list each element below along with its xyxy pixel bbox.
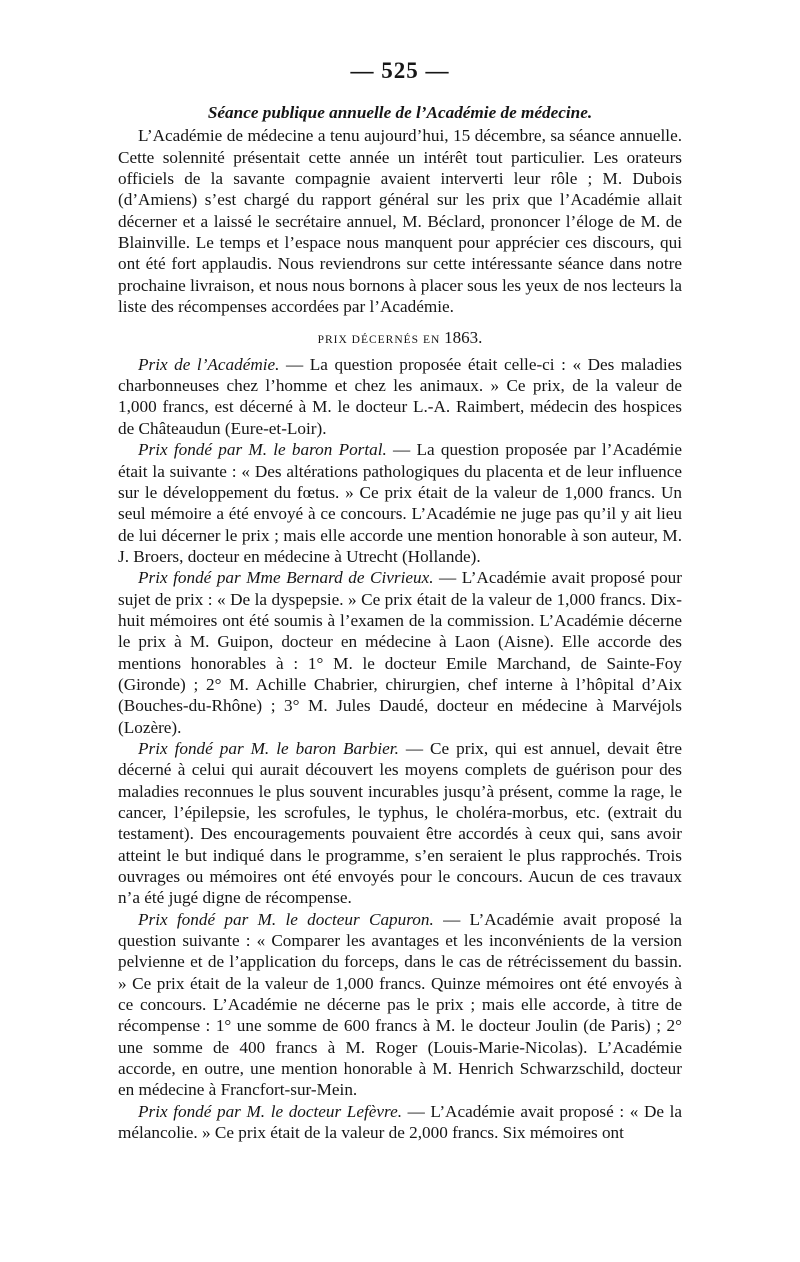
prize-text: — L’Académie avait proposé pour sujet de prix : « De la dyspepsie. » Ce prix était de la valeur de 1,000 francs. Dix-huit mémoires ont été soumis à l’examen de la commission. L’Académie décerne le prix à M. Guipon, docteur en médecine à Laon (Aisne). Elle accorde des mentions honorables à : 1° M. le docteur Emile Marchand, de Sainte-Foy (Gironde) ; 2° M. Achille Chabrier, chirurgien, chef interne à l’hôpital d’Aix (Bouches-du-Rhône) ; 3° M. Jules Daudé, docteur en médecine à Marvéjols (Lozère).	[118, 568, 682, 737]
prize-text: — Ce prix, qui est annuel, devait être décerné à celui qui aurait découvert les moyens complets de guérison pour des maladies reconnues le plus souvent incurables jusqu’à présent, comme la rage, le cancer, l’épilepsie, les scrofules, le typhus, le choléra-morbus, etc. (extrait du testament). Des encouragements pouvaient être accordés à ceux qui, sans avoir atteint le but indiqué dans le programme, s’en seraient le plus rapprochés. Trois ouvrages ou mémoires ont été envoyés pour le concours. Aucun de ces travaux n’a été jugé digne de récompense.	[118, 738, 682, 908]
prize-name: Prix fondé par M. le baron Barbier.	[138, 738, 399, 758]
prize-paragraph	[118, 909, 682, 1101]
prize-text: — L’Académie avait proposé : « De la mélancolie. » Ce prix était de la valeur de 2,000 francs. Six mémoires ont	[118, 1101, 682, 1143]
intro-paragraph: L’Académie de médecine a tenu aujourd’hui, 15 décembre, sa séance annuelle. Cette solennité présentait cette année un intérêt tout particulier. Les orateurs officiels de la savante compagnie avaient interverti leur rôle ; M. Dubois (d’Amiens) s’est chargé du rapport général sur les prix que l’Académie allait décerner et a laissé le secrétaire annuel, M. Béclard, prononcer l’éloge de M. de Blainville. Le temps et l’espace nous manquent pour apprécier ces discours, qui ont été fort applaudis. Nous reviendrons sur cette intéressante séance dans notre prochaine livraison, et nous nous bornons à placer sous les yeux de nos lecteurs la liste des récompenses accordées par l’Académie.	[118, 126, 682, 317]
prize-name: Prix fondé par M. le docteur Lefèvre.	[138, 1101, 403, 1121]
section-heading	[118, 327, 682, 351]
prize-text: — L’Académie avait proposé la question suivante : « Comparer les avantages et les inconvénients de la version pelvienne et de l’application du forceps, dans le cas de rétrécissement du bassin. » Ce prix était de la valeur de 1,000 francs. Quinze mémoires ont été envoyés à ce concours. L’Académie ne décerne pas le prix ; mais elle accorde, à titre de récompense : 1° une somme de 600 francs à M. le docteur Joulin (de Paris) ; 2° une somme de 400 francs à M. Roger (Louis-Marie-Nicolas). L’Académie accorde, en outre, une mention honorable à M. Henrich Schwarzschild, docteur en médecine à Francfort-sur-Mein.	[118, 909, 682, 1100]
prize-paragraph	[118, 1101, 682, 1144]
prize-name: Prix de l’Académie.	[138, 354, 280, 374]
section-heading-year: 1863.	[444, 328, 483, 348]
section-heading-label: PRIX DÉCERNÉS EN	[317, 334, 441, 347]
prize-paragraph	[118, 738, 682, 909]
page-body	[118, 102, 682, 1144]
prize-name: Prix fondé par M. le docteur Capuron.	[138, 909, 434, 929]
page-number: — 525 —	[350, 58, 450, 83]
prize-text: — La question proposée par l’Académie était la suivante : « Des altérations pathologiques du placenta et de leur influence sur le développement du fœtus. » Ce prix était de la valeur de 1,000 francs. Un seul mémoire a été envoyé à ce concours. L’Académie ne juge pas qu’il y ait lieu de lui décerner le prix ; mais elle accorde une mention honorable à son auteur, M. J. Broers, docteur en médecine à Utrecht (Hollande).	[118, 440, 682, 566]
prize-name: Prix fondé par M. le baron Portal.	[138, 440, 387, 460]
prize-paragraph	[118, 354, 682, 439]
article-title: Séance publique annuelle de l’Académie de médecine.	[207, 103, 593, 122]
prize-paragraph	[118, 567, 682, 738]
prize-name: Prix fondé par Mme Bernard de Civrieux.	[138, 568, 434, 588]
prize-text: — La question proposée était celle-ci : « Des maladies charbonneuses chez l’homme et chez les animaux. » Ce prix, de la valeur de 1,000 francs, est décerné à M. le docteur L.-A. Raimbert, médecin des hospices de Châteaudun (Eure-et-Loir).	[118, 354, 682, 438]
prize-paragraph	[118, 439, 682, 567]
